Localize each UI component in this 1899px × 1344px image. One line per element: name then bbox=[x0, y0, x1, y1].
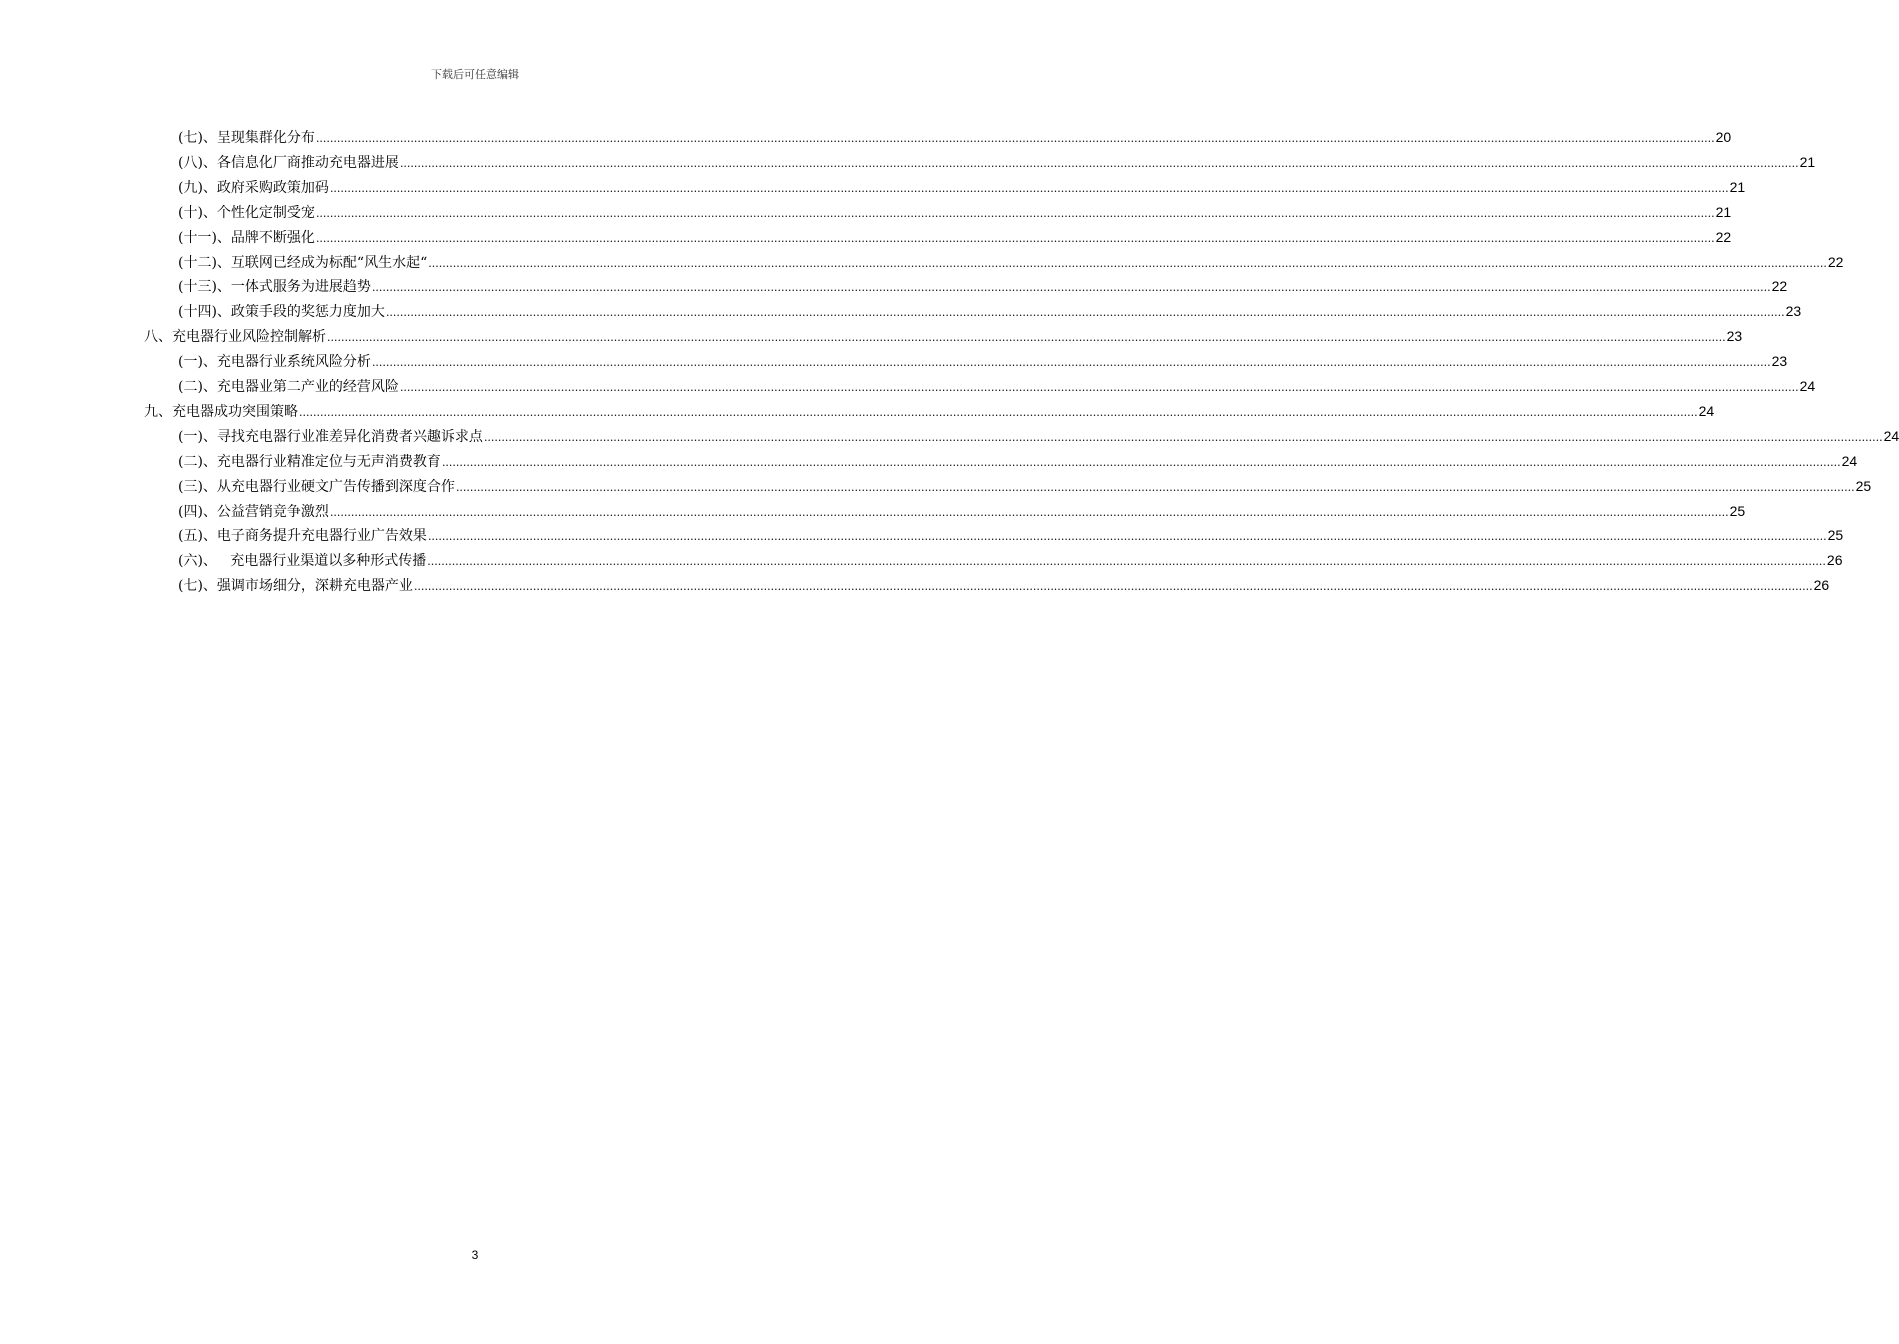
toc-entry[interactable] bbox=[178, 350, 1788, 372]
toc-entry-title: (六)、 充电器行业渠道以多种形式传播 bbox=[178, 553, 427, 570]
toc-leader-dots: ................................................................................................................................................................................................................................................................................................................................................................................................................ bbox=[315, 132, 1715, 145]
toc-leader-dots: ................................................................................................................................................................................................................................................................................................................................................................................................................ bbox=[371, 281, 1771, 295]
toc-entry[interactable] bbox=[178, 425, 1899, 447]
toc-entry-page: 20 bbox=[1715, 129, 1732, 145]
toc-entry[interactable] bbox=[178, 375, 1816, 397]
toc-entry-title: (八)、各信息化厂商推动充电器进展 bbox=[178, 154, 399, 171]
toc-entry-title: (十三)、一体式服务为进展趋势 bbox=[178, 279, 371, 296]
toc-leader-dots: ................................................................................................................................................................................................................................................................................................................................................................................................................ bbox=[299, 405, 1698, 419]
toc-entry-page: 26 bbox=[1813, 577, 1830, 594]
toc-entry[interactable] bbox=[178, 176, 1746, 198]
toc-entry-title: (一)、充电器行业系统风险分析 bbox=[178, 354, 371, 371]
page-number: 3 bbox=[471, 1248, 479, 1262]
toc-entry-title: (十)、个性化定制受宠 bbox=[178, 204, 315, 221]
toc-entry-title: (九)、政府采购政策加码 bbox=[178, 179, 329, 196]
toc-leader-dots: ................................................................................................................................................................................................................................................................................................................................................................................................................ bbox=[441, 455, 1841, 469]
toc-entry[interactable] bbox=[178, 524, 1844, 546]
toc-entry-title: (十二)、互联网已经成为标配“风生水起“ bbox=[178, 254, 428, 271]
toc-entry-title: (十四)、政策手段的奖惩力度加大 bbox=[178, 304, 385, 321]
toc-entry-page: 23 bbox=[1726, 328, 1743, 345]
toc-entry-page: 24 bbox=[1799, 378, 1816, 394]
toc-entry[interactable] bbox=[178, 475, 1872, 497]
toc-leader-dots: ................................................................................................................................................................................................................................................................................................................................................................................................................ bbox=[371, 356, 1771, 370]
toc-entry-page: 24 bbox=[1698, 402, 1715, 419]
toc-leader-dots: ................................................................................................................................................................................................................................................................................................................................................................................................................ bbox=[385, 306, 1785, 320]
toc-entry[interactable] bbox=[178, 226, 1732, 248]
toc-leader-dots: ................................................................................................................................................................................................................................................................................................................................................................................................................ bbox=[399, 156, 1799, 170]
toc-entry[interactable] bbox=[178, 151, 1816, 173]
toc-entry-page: 25 bbox=[1729, 502, 1746, 519]
toc-entry-title: (七)、呈现集群化分布 bbox=[178, 130, 315, 146]
toc-entry-page: 26 bbox=[1826, 552, 1843, 569]
toc-entry-title: (四)、公益营销竞争激烈 bbox=[178, 503, 329, 520]
toc-entry[interactable] bbox=[144, 325, 1743, 347]
toc-entry-page: 21 bbox=[1729, 178, 1746, 195]
toc-entry-title: (十一)、品牌不断强化 bbox=[178, 229, 315, 246]
toc-entry-page: 22 bbox=[1715, 228, 1732, 245]
toc-entry[interactable] bbox=[178, 574, 1830, 596]
toc-entry-title: (二)、充电器行业精准定位与无声消费教育 bbox=[178, 453, 441, 470]
toc-leader-dots: ................................................................................................................................................................................................................................................................................................................................................................................................................ bbox=[327, 331, 1726, 345]
toc-entry-page: 21 bbox=[1799, 153, 1816, 170]
toc-leader-dots: ................................................................................................................................................................................................................................................................................................................................................................................................................ bbox=[483, 430, 1883, 444]
toc-entry[interactable] bbox=[178, 450, 1858, 472]
toc-entry[interactable] bbox=[178, 251, 1844, 273]
toc-leader-dots: ................................................................................................................................................................................................................................................................................................................................................................................................................ bbox=[427, 530, 1827, 544]
toc-entry-title: 八、充电器行业风险控制解析 bbox=[144, 329, 326, 346]
toc-leader-dots: ................................................................................................................................................................................................................................................................................................................................................................................................................ bbox=[413, 580, 1813, 594]
toc-entry[interactable] bbox=[178, 275, 1788, 297]
toc-entry-title: (二)、充电器业第二产业的经营风险 bbox=[178, 379, 399, 395]
toc-entry-title: 九、充电器成功突围策略 bbox=[144, 403, 298, 420]
toc-entry-page: 22 bbox=[1771, 278, 1788, 295]
toc-entry-title: (一)、寻找充电器行业准差异化消费者兴趣诉求点 bbox=[178, 428, 483, 445]
toc-entry-title: (五)、电子商务提升充电器行业广告效果 bbox=[178, 528, 427, 545]
toc-entry-page: 21 bbox=[1715, 203, 1732, 220]
toc-entry-page: 25 bbox=[1855, 477, 1872, 494]
toc-entry-title: (三)、从充电器行业硬文广告传播到深度合作 bbox=[178, 478, 455, 495]
page-header: 下载后可任意编辑 bbox=[431, 68, 519, 81]
toc-entry[interactable] bbox=[178, 201, 1732, 223]
toc-entry-page: 23 bbox=[1785, 303, 1802, 320]
toc-leader-dots: ................................................................................................................................................................................................................................................................................................................................................................................................................ bbox=[315, 206, 1715, 220]
toc-entry[interactable] bbox=[178, 549, 1843, 571]
toc-leader-dots: ................................................................................................................................................................................................................................................................................................................................................................................................................ bbox=[428, 256, 1827, 270]
toc-leader-dots: ................................................................................................................................................................................................................................................................................................................................................................................................................ bbox=[399, 381, 1799, 394]
toc-leader-dots: ................................................................................................................................................................................................................................................................................................................................................................................................................ bbox=[315, 231, 1715, 245]
toc-entry[interactable] bbox=[144, 400, 1715, 422]
toc-leader-dots: ................................................................................................................................................................................................................................................................................................................................................................................................................ bbox=[329, 505, 1729, 519]
toc-entry-page: 24 bbox=[1841, 452, 1858, 469]
toc-entry-page: 22 bbox=[1827, 253, 1844, 270]
toc-leader-dots: ................................................................................................................................................................................................................................................................................................................................................................................................................ bbox=[427, 555, 1826, 569]
toc-entry-page: 24 bbox=[1883, 427, 1899, 444]
toc-entry-page: 25 bbox=[1827, 527, 1844, 544]
toc-entry[interactable] bbox=[178, 126, 1732, 148]
toc-entry-page: 23 bbox=[1771, 353, 1788, 370]
toc-entry[interactable] bbox=[178, 500, 1746, 522]
toc-leader-dots: ................................................................................................................................................................................................................................................................................................................................................................................................................ bbox=[329, 181, 1729, 195]
toc-entry-title: (七)、强调市场细分，深耕充电器产业 bbox=[178, 578, 413, 595]
toc-entry[interactable] bbox=[178, 300, 1802, 322]
toc-leader-dots: ................................................................................................................................................................................................................................................................................................................................................................................................................ bbox=[455, 480, 1855, 494]
